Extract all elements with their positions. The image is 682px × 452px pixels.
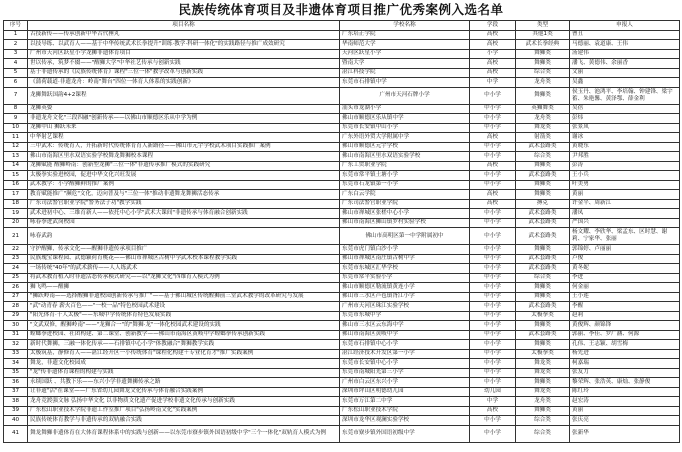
project-name: "龙"传非遗体育课程的构建与实践 — [28, 368, 340, 378]
project-type: 舞狮类 — [516, 49, 570, 59]
project-type: 舞狮类 — [516, 283, 570, 293]
school-name: 汕头市龙湖小学 — [340, 104, 470, 114]
applicant: 赵莉 — [570, 311, 680, 321]
applicant: 黄丽 — [570, 406, 680, 416]
project-type: 舞龙类 — [516, 123, 570, 133]
school-level: 中小学 — [470, 171, 516, 181]
school-name: 东莞市万江第二中学 — [340, 397, 470, 407]
project-name: 龙舟竞渡强文脉 弘扬中华文化 以非物质文化遗产促进学校非遗文化传承与创新实践 — [28, 397, 340, 407]
school-level: 中小学 — [470, 283, 516, 293]
school-name: 东莞市南城阳光第三小学 — [340, 368, 470, 378]
table-row — [4, 416, 680, 426]
project-name: 永续国跃 、共教下乐——东兴小学非遗舞狮传承之路 — [28, 378, 340, 388]
project-type: 太极拳类 — [516, 349, 570, 359]
school-name: 佛山市三水区芦苞镇胥江小学 — [340, 292, 470, 302]
school-name: 广东松山职业技术学院 — [340, 406, 470, 416]
applicant: 赵宏涛 — [570, 397, 680, 407]
school-level: 中小学 — [470, 292, 516, 302]
applicant: 严国兴 — [570, 218, 680, 228]
row-index: 39 — [4, 406, 28, 416]
project-type: 舞龙类 — [516, 387, 570, 397]
project-name: 民族传统体育教学与非遗传承的双轨融合实践 — [28, 416, 340, 426]
project-type: 舞狮类 — [516, 161, 570, 171]
project-name: 咏春拳进武岗校园 — [28, 218, 340, 228]
project-name: 世以传承，筑梦不辍——"醒狮大学"中华社艺传承与创新实践 — [28, 59, 340, 69]
applicant: 李醒 — [570, 302, 680, 312]
table-body — [4, 30, 680, 442]
row-index: 36 — [4, 378, 28, 388]
row-index: 16 — [4, 180, 28, 190]
applicant: 汤建伟 — [570, 49, 680, 59]
project-type: 射箭类 — [516, 133, 570, 143]
table-row — [4, 133, 680, 143]
row-index: 4 — [4, 59, 28, 69]
school-name: 佛山市高明区第一中学附属初中 — [340, 228, 470, 245]
applicant: 黄俊辉、颜锦锋 — [570, 321, 680, 331]
school-name: 佛山市顺德区元宇学校 — [340, 142, 470, 152]
row-index: 27 — [4, 292, 28, 302]
applicant: 叶美勇 — [570, 180, 680, 190]
table-row — [4, 199, 680, 209]
project-type: 舞狮类 — [516, 190, 570, 200]
applicant: 彭炜 — [570, 114, 680, 124]
school-level: 中小学 — [470, 321, 516, 331]
project-name: 狮飞鸣——醒狮 — [28, 283, 340, 293]
project-type: 舞狮类 — [516, 59, 570, 69]
project-type: 武术套路类 — [516, 254, 570, 264]
project-type: 舞狮类 — [516, 292, 570, 302]
applicant: 马德丽、袁道康、王伟 — [570, 40, 680, 50]
school-name: 广州市天河区珠江实验学校 — [340, 302, 470, 312]
applicant: 张庆亮 — [570, 416, 680, 426]
school-level: 中小学 — [470, 254, 516, 264]
school-level: 中小学 — [470, 152, 516, 162]
applicant: 郭锦婷、卢丽丽 — [570, 245, 680, 255]
table-row — [4, 340, 680, 350]
project-name: 三中武术：传统育人，开拓新时代传统体育育人新路径——佛山市元宇学校武术项目实践推广案例 — [28, 142, 340, 152]
applicant: 黄丽 — [570, 190, 680, 200]
table-row — [4, 228, 680, 245]
school-name: 佛山市顺德区勒流镇黄连小学 — [340, 283, 470, 293]
row-index: 19 — [4, 209, 28, 219]
school-level: 高校 — [470, 68, 516, 78]
school-level: 中小学 — [470, 87, 516, 104]
project-name: 守护醒狮，传承文化——醒狮非遗传承项目推广 — [28, 245, 340, 255]
school-name: 湛江经济技术开发区第一小学 — [340, 349, 470, 359]
project-name: "阳光体育·千人太极"——东城中学传统体育特色发展实践 — [28, 311, 340, 321]
applicant: 潘凤 — [570, 209, 680, 219]
school-level: 高校 — [470, 133, 516, 143]
school-name: 深圳市龙华区观澜实验学校 — [340, 416, 470, 426]
table-row — [4, 397, 680, 407]
table-row — [4, 218, 680, 228]
row-index: 23 — [4, 254, 28, 264]
project-name: 以技导练、以武育人——基于中华传统武术长拳提升"训练·教学·科研一体化"的实践路径与推广成效研究 — [28, 40, 340, 50]
school-level: 中小学 — [470, 349, 516, 359]
project-type: 武术套路类 — [516, 218, 570, 228]
row-index: 13 — [4, 152, 28, 162]
applicant: 柯嘉瑞 — [570, 359, 680, 369]
school-level: 中小学 — [470, 378, 516, 388]
row-index: 1 — [4, 30, 28, 40]
school-level: 小学 — [470, 49, 516, 59]
row-index: 26 — [4, 283, 28, 293]
table-row — [4, 114, 680, 124]
school-name: 东莞市东城中学 — [340, 311, 470, 321]
row-index: 35 — [4, 368, 28, 378]
project-type: 综合类 — [516, 152, 570, 162]
project-name: 太极拳实验进校园，促进中华文化兴旺发展 — [28, 171, 340, 181]
project-type: 武术套路类 — [516, 171, 570, 181]
table-header-row — [4, 21, 680, 31]
table-row — [4, 152, 680, 162]
row-index: 22 — [4, 245, 28, 255]
applicant: 王小兵 — [570, 171, 680, 181]
school-level: 高校 — [470, 199, 516, 209]
table-row — [4, 387, 680, 397]
table-row — [4, 78, 680, 88]
header-level: 学段 — [470, 21, 516, 31]
applicant: 许金平、周新江 — [570, 199, 680, 209]
row-index: 3 — [4, 49, 28, 59]
project-name: 舞龙，非遗文化校园成 — [28, 359, 340, 369]
table-row — [4, 359, 680, 369]
project-name: 武术教学：小学醒狮鲜的推广案例 — [28, 180, 340, 190]
applicant: 曹丑 — [570, 30, 680, 40]
applicant: 陈红玲 — [570, 387, 680, 397]
school-level: 中小学 — [470, 114, 516, 124]
row-index: 38 — [4, 397, 28, 407]
project-name: 教育赋能推广"濒危"文化，迈向普及与"三位一体"推动非遗舞龙舞狮活态传承 — [28, 190, 340, 200]
project-name: 让非遗"活"在课堂——广东省幼儿园舞龙文化传承与体育融合实践案例 — [28, 387, 340, 397]
row-index: 6 — [4, 78, 28, 88]
project-type: 搏克 — [516, 199, 570, 209]
project-name: 咏春武韵 — [28, 228, 340, 245]
header-applicant: 申报人 — [570, 21, 680, 31]
applicant: 何金丽 — [570, 283, 680, 293]
row-index: 7 — [4, 87, 28, 104]
applicant: 彭涛 — [570, 161, 680, 171]
project-type: 其他1类 — [516, 30, 570, 40]
table-row — [4, 302, 680, 312]
table-row — [4, 87, 680, 104]
school-level: 中小学 — [470, 340, 516, 350]
school-name: 佛山市南海区里水双语实验学校 — [340, 152, 470, 162]
row-index: 17 — [4, 190, 28, 200]
school-name: 东莞市常平实验小学 — [340, 273, 470, 283]
school-name: 深圳市坪山区明德幼儿园 — [340, 387, 470, 397]
row-index: 18 — [4, 199, 28, 209]
school-name: 广州市白云区东兴小学 — [340, 378, 470, 388]
applicant: 侯玉丹、池鸿平、李培翰、钟建锋、梁宇蓄、朱艳馨、黄泽鄂、薛金利 — [570, 87, 680, 104]
table-row — [4, 49, 680, 59]
table-row — [4, 161, 680, 171]
table-row — [4, 378, 680, 388]
school-level: 中小学 — [470, 245, 516, 255]
row-index: 5 — [4, 68, 28, 78]
table-row — [4, 254, 680, 264]
school-name: 广东培正学院 — [340, 30, 470, 40]
school-name: 东莞市东城区汇华学校 — [340, 264, 470, 274]
project-type: 综合类 — [516, 416, 570, 426]
school-level: 高校 — [470, 406, 516, 416]
row-index: 25 — [4, 273, 28, 283]
table-row — [4, 425, 680, 442]
applicant: 王小莲 — [570, 292, 680, 302]
project-type: 武术套路类 — [516, 302, 570, 312]
project-name: 舞龙舞狮非遗体育在大体育课程体系中的实践与创新——以东莞市寮步镇外国语初级中学"三个一体化"双轨育人模式为例 — [28, 425, 340, 442]
school-name: 广东白云学院 — [340, 190, 470, 200]
row-index: 34 — [4, 359, 28, 369]
table-row — [4, 321, 680, 331]
applicant: 张景凤 — [570, 123, 680, 133]
table-row — [4, 273, 680, 283]
applicant: 郭丽、李佳、罗广涵、何源 — [570, 330, 680, 340]
school-name: 东莞市长安镇中心小学 — [340, 359, 470, 369]
row-index: 33 — [4, 349, 28, 359]
project-name: 将武术教育植入时非遗活态传承模式研究——以"龙狮文化"四维育人模式为例 — [28, 273, 340, 283]
applicant: 潘飞、黄德伟、余丽香 — [570, 59, 680, 69]
applicant: 吴鑫 — [570, 78, 680, 88]
applicant: 谢冰 — [570, 133, 680, 143]
project-name: 基于非遗传承的《民族传统体育》课程"三位一体"教学改革与创新实践 — [28, 68, 340, 78]
school-level: 中小学 — [470, 273, 516, 283]
table-row — [4, 330, 680, 340]
project-name: "武"动青春 薪火百色——"一校一品"特色校园武术建设 — [28, 302, 340, 312]
table-row — [4, 40, 680, 50]
applicant: 杨文耀、李欣华、梁孟东、区时慧、谢莉、宁家华、张丽 — [570, 228, 680, 245]
project-type: 综合类 — [516, 425, 570, 442]
school-name: 佛山市顺德区乐从镇中学 — [340, 114, 470, 124]
row-index: 21 — [4, 228, 28, 245]
table-row — [4, 292, 680, 302]
school-name: 华南师范大学 — [340, 40, 470, 50]
project-name: 中华射艺课程 — [28, 133, 340, 143]
table-row — [4, 190, 680, 200]
project-name: 一场传统"40年"的武术薪传——人人练武术 — [28, 264, 340, 274]
project-name: 龙狮英姿 — [28, 104, 340, 114]
school-name: 佛山市禅城区南庄镇古树中学 — [340, 254, 470, 264]
table-row — [4, 283, 680, 293]
school-name: 天河区跃星小学 — [340, 49, 470, 59]
project-name: 《蒲荷载道·非遗龙舟：岭南"舞台"四位一体育人体系的实践创新》 — [28, 78, 340, 88]
applicant: 卢俊 — [570, 254, 680, 264]
project-type: 龙舟类 — [516, 78, 570, 88]
project-name: 广东松山职业技术学院非遗工作室推广项目"弘扬岭南文化"实践案例 — [28, 406, 340, 416]
school-level: 高校 — [470, 161, 516, 171]
table-row — [4, 142, 680, 152]
project-type: 舞狮类 — [516, 321, 570, 331]
school-name: 佛山市南海区狮山镇罗村实验学校 — [340, 218, 470, 228]
table-row — [4, 30, 680, 40]
applicant: 文丽 — [570, 68, 680, 78]
table-row — [4, 368, 680, 378]
school-level: 高校 — [470, 190, 516, 200]
table-row — [4, 68, 680, 78]
project-name: 武术进初中心、三维育新人——依托中心小学"武术大课间"非遗传承与体育融合创新实践 — [28, 209, 340, 219]
school-name: 暨南大学 — [340, 59, 470, 69]
school-level: 中小学 — [470, 302, 516, 312]
row-index: 37 — [4, 387, 28, 397]
row-index: 20 — [4, 218, 28, 228]
school-level: 中小学 — [470, 368, 516, 378]
table-row — [4, 264, 680, 274]
project-type: 舞狮类 — [516, 180, 570, 190]
school-level: 中小学 — [470, 104, 516, 114]
project-name: 太极筑基，静修育人——湛江经开区一小传统体育"课程化构建＋专业化育才"推广实践案例 — [28, 349, 340, 359]
row-index: 11 — [4, 133, 28, 143]
row-index: 31 — [4, 330, 28, 340]
project-name: "文武双修，醒狮岭南"——"龙狮合一"的"舞狮·龙"一体化校园武术建设的实践 — [28, 321, 340, 331]
school-level: 中小学 — [470, 311, 516, 321]
project-type: 武术套路类 — [516, 264, 570, 274]
school-name: 佛山市南海区黄岐中学 — [340, 330, 470, 340]
school-level: 中小学 — [470, 264, 516, 274]
applicant: 杨先进 — [570, 349, 680, 359]
project-name: 龙狮舞跃国韵4+2课程 — [28, 87, 340, 104]
project-name: 佛山市南海区里水双语实验学校舞龙舞狮校本课程 — [28, 152, 340, 162]
school-name: 东莞市石排镇中学 — [340, 78, 470, 88]
row-index: 8 — [4, 104, 28, 114]
school-name: 广东司法警官职业学院 — [340, 199, 470, 209]
school-name: 佛山市禅城区张槎中心小学 — [340, 209, 470, 219]
project-type: 武术套路类 — [516, 228, 570, 245]
header-project-name: 项目名称 — [28, 21, 340, 31]
school-name: 东莞市石排镇中心小学 — [340, 340, 470, 350]
table-row — [4, 311, 680, 321]
project-type: 综合类 — [516, 273, 570, 283]
school-level: 中小学 — [470, 218, 516, 228]
project-type: 舞狮类 — [516, 378, 570, 388]
project-type: 舞狮类 — [516, 87, 570, 104]
table-row — [4, 123, 680, 133]
school-name: 东莞市寮步镇外国语初级中学 — [340, 425, 470, 442]
page-title: 民族传统体育项目及非遗体育项目推广优秀案例入选名单 — [178, 2, 504, 17]
project-type: 太极拳类 — [516, 311, 570, 321]
row-index: 32 — [4, 340, 28, 350]
school-name: 东莞市长安镇中山小学 — [340, 123, 470, 133]
school-level: 高校 — [470, 30, 516, 40]
project-name: 广东司法警官职业学院"警务法子功"教学实践 — [28, 199, 340, 209]
header-index: 序号 — [4, 21, 28, 31]
school-name: 佛山市三水区云东海中学 — [340, 321, 470, 331]
applicant: 尹邦胜 — [570, 152, 680, 162]
school-level: 高校 — [470, 59, 516, 69]
project-type: 龙舟类 — [516, 397, 570, 407]
row-index: 28 — [4, 302, 28, 312]
applicant: 吴蓓 — [570, 104, 680, 114]
project-type: 综合类 — [516, 68, 570, 78]
row-index: 24 — [4, 264, 28, 274]
row-index: 2 — [4, 40, 28, 50]
project-type: 武术套路类 — [516, 142, 570, 152]
header-type: 类型 — [516, 21, 570, 31]
project-name: "狮跃岭南——选择醒狮非遗校园创新传承与推广"——基于佛山城区传统醒狮前三堂武术教学的改革研究与发展 — [28, 292, 340, 302]
table-row — [4, 406, 680, 416]
school-level: 幼儿园 — [470, 387, 516, 397]
school-level: 中小学 — [470, 330, 516, 340]
school-name: 东莞市石龙镇第一小学 — [340, 180, 470, 190]
project-type: 舞龙类 — [516, 368, 570, 378]
applicant: 黄冬妮 — [570, 264, 680, 274]
project-type: 舞狮类 — [516, 245, 570, 255]
table-row — [4, 209, 680, 219]
row-index: 30 — [4, 321, 28, 331]
header-school-name: 学校名称 — [340, 21, 470, 31]
applicant: 张新华 — [570, 425, 680, 442]
project-name: 非遗龙舟文化"三段四融"创新传承——以佛山市顺德区乐从中学为例 — [28, 114, 340, 124]
project-name: 古技新传——传承创新中华古代捶丸 — [28, 30, 340, 40]
table-row — [4, 349, 680, 359]
applicant: 孔伟、王志颖、胡雪梅 — [570, 340, 680, 350]
school-name: 东莞市虎门镇白沙小学 — [340, 245, 470, 255]
school-level: 高校 — [470, 40, 516, 50]
selection-list-table — [3, 20, 680, 443]
project-type: 舞狮类 — [516, 406, 570, 416]
project-type: 舞龙类 — [516, 359, 570, 369]
school-name: 广东外语外贸大学附属中学 — [340, 133, 470, 143]
school-name: 广州市天河石牌小学 — [340, 87, 470, 104]
school-level: 中小学 — [470, 228, 516, 245]
project-type: 武术套路类 — [516, 209, 570, 219]
applicant: 黄晓东 — [570, 142, 680, 152]
school-level: 中小学 — [470, 359, 516, 369]
school-level: 中学 — [470, 397, 516, 407]
table-row — [4, 171, 680, 181]
applicant: 李进 — [570, 273, 680, 283]
project-type: 武术套路类 — [516, 330, 570, 340]
school-level: 中小学 — [470, 123, 516, 133]
project-type: 龙舟类 — [516, 114, 570, 124]
row-index: 41 — [4, 425, 28, 442]
row-index: 12 — [4, 142, 28, 152]
school-level: 中小学 — [470, 209, 516, 219]
school-name: 广东工贸职业学院 — [340, 161, 470, 171]
project-name: 龙狮中山 狮跃未来 — [28, 123, 340, 133]
project-name: 广州市天河区跃星小学龙狮非遗体育项目 — [28, 49, 340, 59]
table-row — [4, 104, 680, 114]
table-row — [4, 59, 680, 69]
school-level: 中小学 — [470, 425, 516, 442]
table-row — [4, 180, 680, 190]
row-index: 29 — [4, 311, 28, 321]
project-type: 英狮舞类 — [516, 104, 570, 114]
row-index: 40 — [4, 416, 28, 426]
school-level: 中学 — [470, 78, 516, 88]
project-name: 民族瑰宝课程园、武德颖荷育桃花——佛山市禅城区古树中学武术校本课程教学实践 — [28, 254, 340, 264]
project-type: 舞狮类 — [516, 340, 570, 350]
school-name: 湛江科技学院 — [340, 68, 470, 78]
applicant: 黎荣辉、张浩英、康灿、张静俊 — [570, 378, 680, 388]
row-index: 10 — [4, 123, 28, 133]
school-name: 东莞市常平镇土塘小学 — [340, 171, 470, 181]
project-type: 武术长拳经典 — [516, 40, 570, 50]
row-index: 14 — [4, 161, 28, 171]
school-level: 中小学 — [470, 180, 516, 190]
row-index: 9 — [4, 114, 28, 124]
project-name: 龙狮赋能 醒狮岭南：创新型龙狮"三位一体"非遗传承推广模式的实践研究 — [28, 161, 340, 171]
project-name: 螳螂拳进校园、社团构建、第二课堂、创新教学——佛山市南海区黄岐中学螳螂拳传承创新实践 — [28, 330, 340, 340]
project-name: 新时代舞狮，三融一体化传承——石排镇中心小学"体教融合"舞狮教学实践 — [28, 340, 340, 350]
row-index: 15 — [4, 171, 28, 181]
school-level: 中小学 — [470, 416, 516, 426]
applicant: 张友力 — [570, 368, 680, 378]
table-row — [4, 245, 680, 255]
school-level: 中小学 — [470, 142, 516, 152]
